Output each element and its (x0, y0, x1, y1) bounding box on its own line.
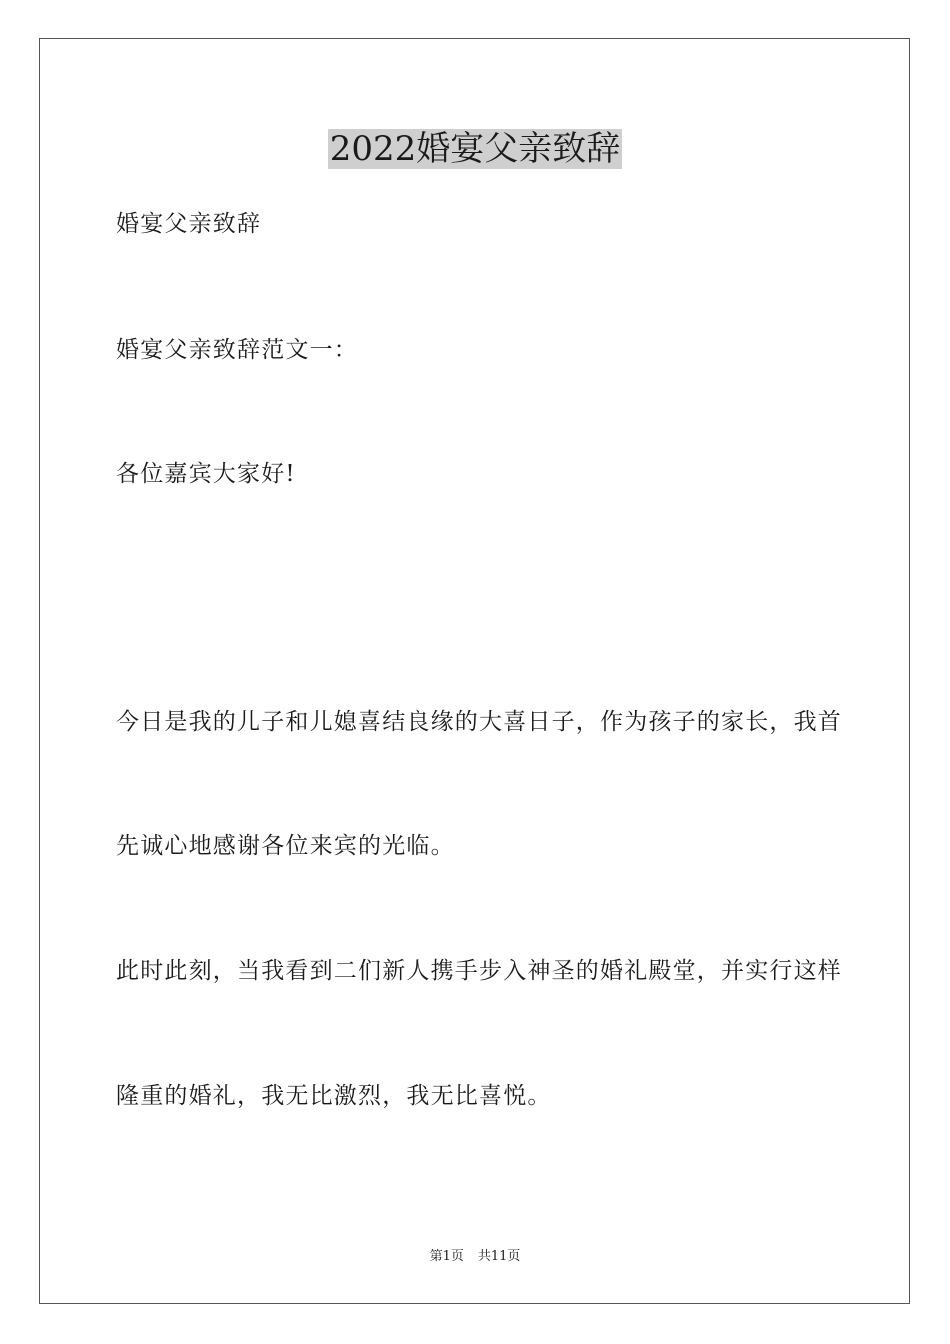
paragraph-subtitle: 婚宴父亲致辞 (116, 211, 262, 237)
paragraph-body-line: 先诚心地感谢各位来宾的光临。 (116, 833, 455, 859)
page-total: 共11页 (477, 1249, 521, 1264)
paragraph-sample-heading: 婚宴父亲致辞范文一： (116, 337, 358, 363)
paragraph-greeting: 各位嘉宾大家好! (116, 461, 296, 487)
paragraph-body-line: 隆重的婚礼，我无比激烈，我无比喜悦。 (116, 1083, 552, 1109)
document-title-text: 2022婚宴父亲致辞 (329, 129, 621, 169)
paragraph-body-line: 此时此刻，当我看到二们新人携手步入神圣的婚礼殿堂，并实行这样 (116, 958, 842, 984)
document-title (0, 126, 950, 172)
paragraph-body-line: 今日是我的儿子和儿媳喜结良缘的大喜日子，作为孩子的家长，我首 (116, 709, 842, 735)
page-number: 第1页 (429, 1249, 464, 1264)
page-footer (0, 1248, 950, 1266)
